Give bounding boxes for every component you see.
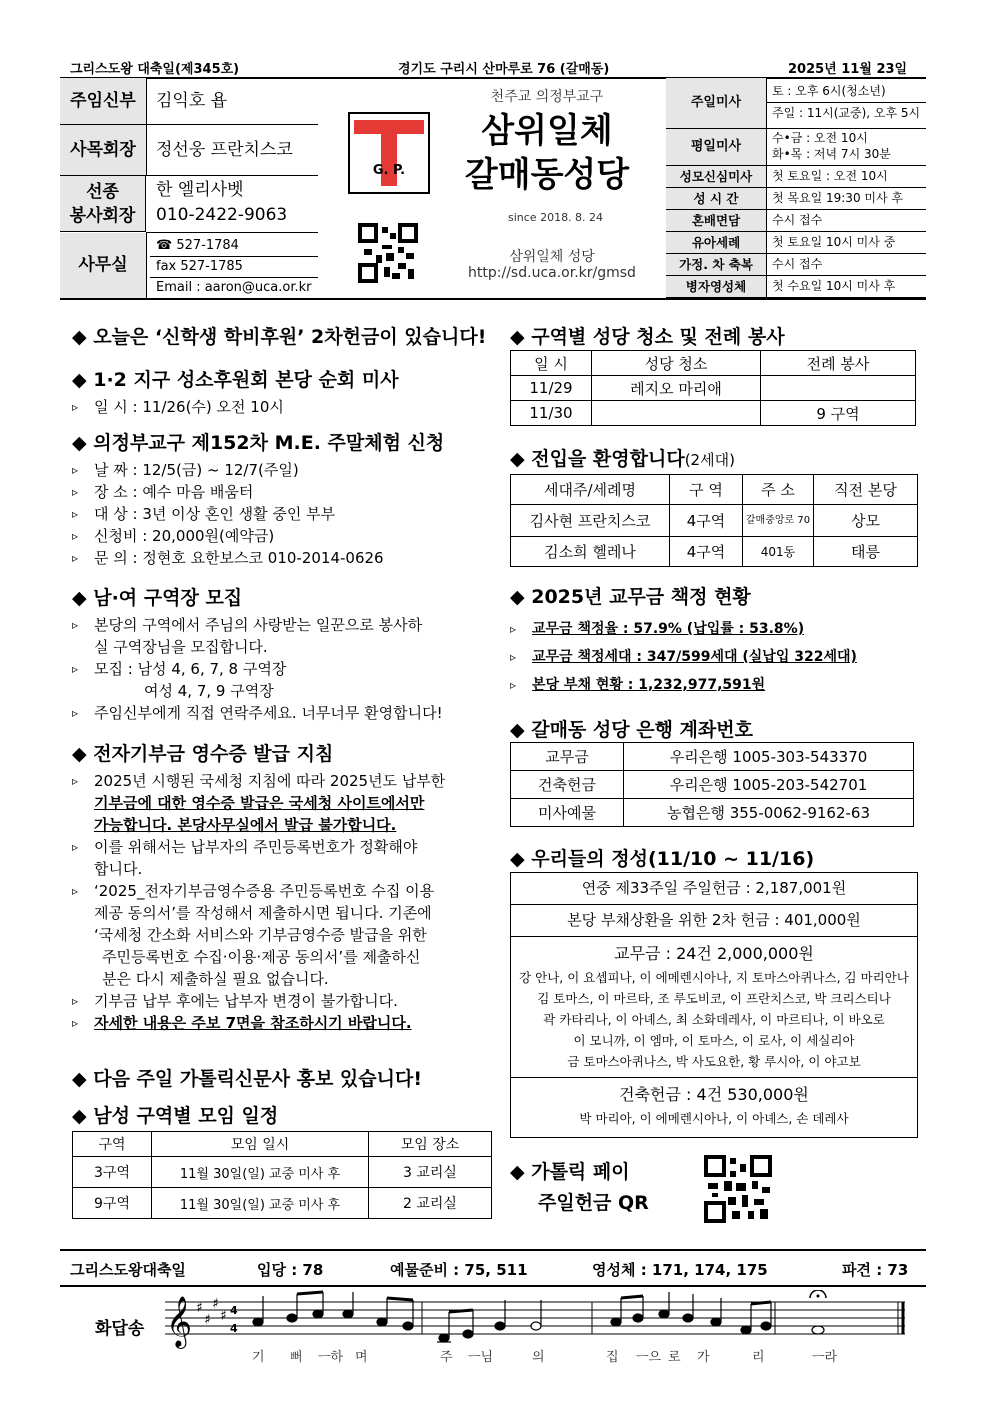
meeting-table — [72, 1131, 492, 1219]
council-label: 사목회장 — [60, 125, 147, 176]
office-label: 사무실 — [60, 233, 147, 298]
ereceipt-line-3: 가능합니다. 본당사무실에서 발급 불가합니다. — [94, 816, 397, 834]
newcomer-table — [510, 474, 918, 567]
mass-row-value: 수시 접수 — [772, 213, 823, 227]
funeral-label — [60, 176, 146, 232]
lyric-syllable: ㅡ으 — [636, 1350, 662, 1365]
svg-text:♯: ♯ — [204, 1312, 211, 1328]
table-row — [511, 799, 914, 827]
notice-vocation-mass — [72, 365, 399, 418]
list-item — [72, 880, 445, 990]
table-row — [511, 376, 916, 401]
ereceipt-line-1: 2025년 시행된 국세청 지침에 따라 2025년도 납부한 — [94, 772, 446, 790]
list-item — [72, 658, 443, 702]
psalm-label: 화답송 — [95, 1319, 145, 1339]
lyric-syllable: 뻐 — [290, 1350, 303, 1365]
mass-row-label: 유아세례 — [666, 232, 767, 254]
notice-dues-title: ◆ 2025년 교무금 책정 현황 — [510, 586, 751, 608]
list-item: ▹ 기부금 납부 후에는 납부자 변경이 불가합니다. — [72, 990, 445, 1012]
communion-hymn: 영성체 : 171, 174, 175 — [592, 1261, 768, 1279]
sunday-mass-sun: 주일 : 11시(교중), 오후 5시 — [772, 106, 921, 120]
notice-me-title: ◆ 의정부교구 제152차 M.E. 주말체험 신청 — [72, 432, 445, 454]
lyric-syllable: 주 — [440, 1350, 453, 1365]
table-row — [511, 537, 918, 567]
ereceipt-line-9: 주민등록번호 수집·이용·제공 동의서’를 제출하신 — [102, 948, 421, 966]
weekday-mass-wf: 수•금 : 오전 10시 — [772, 131, 868, 145]
mass-row-label: 성모신심미사 — [666, 166, 767, 188]
mass-row-value: 첫 토요일 : 오전 10시 — [772, 169, 888, 183]
lyric-syllable: 의 — [532, 1350, 545, 1365]
notice-leader-title: ◆ 남·여 구역장 모집 — [72, 587, 243, 609]
header-strip — [60, 55, 926, 79]
funeral-label-1: 선종 — [86, 182, 119, 202]
table-row — [511, 505, 918, 537]
ereceipt-line-5: 합니다. — [94, 860, 143, 878]
table-header: 직전 본당 — [814, 475, 918, 505]
staff-block — [60, 78, 318, 300]
table-header: 모임 장소 — [369, 1132, 492, 1157]
sunday-offering: 연중 제33주일 주일헌금 : 2,187,001원 — [511, 873, 917, 905]
leader-line-2: 실 구역장님을 모집합니다. — [94, 638, 268, 656]
leader-women: 여성 4, 7, 9 구역장 — [144, 682, 274, 700]
table-row — [511, 475, 918, 505]
dues-rate: 교무금 책정율 : 57.9% (납입률 : 53.8%) — [532, 621, 805, 637]
lyric-syllable: ㅡ하 — [318, 1350, 344, 1365]
entrance-hymn: 입당 : 78 — [257, 1261, 324, 1279]
notice-dues — [510, 582, 857, 699]
church-name-1: 삼위일체 — [481, 111, 613, 151]
donor-line: 강 안나, 이 요셉피나, 이 에메렌시아나, 지 토마스아퀴나스, 김 마리안나 — [519, 970, 909, 985]
welcome-count: (2세대) — [684, 451, 735, 469]
table-cell: 건축헌금 — [511, 771, 624, 799]
leader-men: 모집 : 남성 4, 6, 7, 8 구역장 — [94, 660, 287, 678]
table-header: 전례 봉사 — [761, 351, 916, 376]
feast-issue: 그리스도왕 대축일(제345호) — [70, 62, 240, 77]
lyric-syllable: ㅡ님 — [468, 1350, 494, 1365]
hymn-numbers — [60, 1249, 926, 1287]
funeral-label-2: 봉사회장 — [69, 206, 136, 226]
lyric-syllable: 기 — [252, 1350, 265, 1365]
dues-households: 교무금 책정세대 : 347/599세대 (실납입 322세대) — [532, 649, 857, 665]
table-header: 성당 청소 — [592, 351, 761, 376]
list-item: ▹ 대 상 : 3년 이상 혼인 생활 중인 부부 — [72, 503, 444, 525]
since-date: since 2018. 8. 24 — [508, 211, 604, 224]
bulletin-date: 2025년 11월 23일 — [788, 62, 908, 77]
notice-me — [72, 428, 444, 569]
table-cell: 농협은행 355-0062-9162-63 — [624, 799, 914, 827]
notice-bank — [510, 715, 753, 742]
dues-total: 교무금 : 24건 2,000,000원 — [614, 944, 814, 963]
ereceipt-line-4: 이를 위해서는 납부자의 주민등록번호가 정확해야 — [94, 838, 418, 856]
table-row — [73, 1188, 492, 1219]
notice-meeting-title: ◆ 남성 구역별 모임 일정 — [72, 1105, 279, 1127]
svg-text:♯: ♯ — [196, 1300, 203, 1316]
weekday-mass-label: 평일미사 — [666, 129, 767, 166]
notice-newspaper — [72, 1064, 422, 1091]
funeral-phone: 010-2422-9063 — [156, 205, 288, 225]
mass-row-label: 혼배면담 — [666, 210, 767, 232]
parish-logo — [348, 112, 430, 194]
office-fax: fax 527-1785 — [156, 259, 243, 274]
lyric-syllable: 며 — [355, 1350, 368, 1365]
table-cell: 401동 — [743, 537, 814, 567]
list-item: ▹ 일 시 : 11/26(수) 오전 10시 — [72, 396, 399, 418]
lyric-syllable: ㅡ라 — [812, 1350, 838, 1365]
table-cell — [592, 401, 761, 426]
table-cell: 4구역 — [670, 505, 743, 537]
second-collection: 본당 부채상환을 위한 2차 헌금 : 401,000원 — [511, 905, 917, 937]
table-cell: 김사현 프란치스코 — [511, 505, 670, 537]
list-item — [72, 836, 445, 880]
building-fund — [511, 1078, 917, 1130]
sunday-mass-sat: 토 : 오후 6시(청소년) — [772, 84, 886, 98]
donor-line: 이 모니까, 이 엠마, 이 토마스, 이 로사, 이 세실리아 — [573, 1033, 855, 1048]
table-header: 구역 — [73, 1132, 152, 1157]
mass-row-value: 첫 목요일 19:30 미사 후 — [772, 191, 903, 205]
weekday-mass-times — [772, 130, 891, 162]
list-item — [72, 770, 445, 836]
sunday-mass-label: 주일미사 — [666, 78, 767, 129]
site-name: 삼위일체 성당 — [509, 249, 595, 265]
mass-row-value: 첫 토요일 10시 미사 중 — [772, 235, 896, 249]
table-cell: 3 교리실 — [369, 1157, 492, 1188]
notice-cleaning — [510, 322, 785, 349]
council-president: 정선웅 프란치스코 — [156, 140, 293, 160]
cleaning-table — [510, 350, 916, 426]
welcome-title-text: ◆ 전입을 환영합니다 — [510, 448, 685, 470]
mass-row-label: 병자영성체 — [666, 276, 767, 298]
church-address: 경기도 구리시 산마루로 76 (갈매동) — [398, 62, 610, 77]
notice-offering-title: ◆ 우리들의 정성(11/10 ~ 11/16) — [510, 848, 815, 870]
table-header: 모임 일시 — [152, 1132, 369, 1157]
table-cell: 9 구역 — [761, 401, 916, 426]
svg-text:♯: ♯ — [212, 1296, 219, 1312]
ereceipt-line-6: ‘2025_전자기부금영수증용 주민등록번호 수집 이용 — [94, 882, 435, 900]
list-item: ▹ 주임신부에게 직접 연락주세요. 너무너무 환영합니다! — [72, 702, 443, 724]
notice-bank-title: ◆ 갈매동 성당 은행 계좌번호 — [510, 719, 753, 741]
table-row — [511, 351, 916, 376]
office-email[interactable]: Email : aaron@uca.or.kr — [156, 280, 312, 295]
table-row — [511, 771, 914, 799]
lyric-syllable: 리 — [752, 1350, 765, 1365]
table-row — [73, 1132, 492, 1157]
donor-line: 곽 카타리나, 이 아녜스, 최 소화데레사, 이 마르티나, 이 바오로 — [543, 1012, 885, 1027]
office-contacts — [156, 235, 312, 298]
pastor-name: 김익호 욥 — [156, 91, 228, 111]
mass-schedule — [666, 78, 926, 300]
ereceipt-line-10: 분은 다시 제출하실 필요 없습니다. — [102, 970, 329, 988]
list-item — [72, 614, 443, 658]
notice-district-leader — [72, 583, 443, 724]
mass-row-label: 가정. 차 축복 — [666, 254, 767, 276]
table-cell: 교무금 — [511, 743, 624, 771]
list-item — [510, 615, 857, 643]
list-item: ▹ 날 짜 : 12/5(금) ~ 12/7(주일) — [72, 459, 444, 481]
site-url[interactable]: http://sd.uca.or.kr/gmsd — [468, 265, 636, 281]
list-item: ▹ 신청비 : 20,000원(예약금) — [72, 525, 444, 547]
dismissal-hymn: 파견 : 73 — [842, 1261, 909, 1279]
table-cell: 11/29 — [511, 376, 592, 401]
parish-debt: 본당 부채 현황 : 1,232,977,591원 — [532, 677, 766, 693]
notice-welcome-title — [510, 444, 735, 471]
svg-text:4: 4 — [230, 1322, 238, 1335]
table-row — [511, 743, 914, 771]
ereceipt-line-8: ‘국세청 간소화 서비스와 기부금영수증 발급을 위한 — [94, 926, 427, 944]
list-item — [510, 671, 857, 699]
donor-line: 금 토마스아퀴나스, 박 사도요한, 황 루시아, 이 야고보 — [567, 1054, 861, 1069]
notice-cleaning-title: ◆ 구역별 성당 청소 및 전례 봉사 — [510, 326, 785, 348]
funeral-president: 한 엘리사벳 — [156, 180, 244, 200]
leader-line-1: 본당의 구역에서 주님의 사랑받는 일꾼으로 봉사하 — [94, 616, 423, 634]
table-header: 세대주/세례명 — [511, 475, 670, 505]
ereceipt-line-7: 제공 동의서’를 작성해서 제출하시면 됩니다. 기존에 — [94, 904, 432, 922]
mass-row-value: 첫 수요일 10시 미사 후 — [772, 279, 896, 293]
dues-list — [511, 937, 917, 1078]
notice-newspaper-title: ◆ 다음 주일 가톨릭신문사 홍보 있습니다! — [72, 1068, 423, 1090]
notice-tuition — [72, 322, 486, 349]
table-cell: 3구역 — [73, 1157, 152, 1188]
offering-box — [510, 872, 918, 1138]
table-cell: 9구역 — [73, 1188, 152, 1219]
table-cell: 우리은행 1005-303-543370 — [624, 743, 914, 771]
homepage-qr-icon[interactable] — [358, 223, 418, 283]
notice-ereceipt — [72, 739, 445, 1034]
bank-table — [510, 742, 914, 827]
footer-feast: 그리스도왕대축일 — [70, 1261, 186, 1279]
list-item: ▹ 장 소 : 예수 마음 배움터 — [72, 481, 444, 503]
donor-line: 박 마리아, 이 에메렌시아나, 이 아녜스, 손 데레사 — [579, 1111, 849, 1126]
pastor-label: 주임신부 — [60, 78, 147, 125]
lyric-syllable: 가 — [697, 1350, 710, 1365]
ereceipt-line-11: 자세한 내용은 주보 7면을 참조하시기 바랍니다. — [94, 1014, 412, 1032]
catholic-pay — [510, 1157, 649, 1215]
diocese: 천주교 의정부교구 — [490, 89, 604, 105]
notice-tuition-title: ◆ 오늘은 ‘신학생 학비후원’ 2차헌금이 있습니다! — [72, 326, 487, 348]
psalm-lyrics — [0, 1346, 992, 1366]
table-cell: 갈매중앙로 70 — [743, 505, 814, 537]
logo-letters: G. P. — [372, 163, 406, 178]
svg-text:4: 4 — [230, 1304, 238, 1317]
table-cell: 태릉 — [814, 537, 918, 567]
svg-text:♯: ♯ — [220, 1308, 227, 1324]
notice-ereceipt-title: ◆ 전자기부금 영수증 발급 지침 — [72, 743, 334, 765]
list-item — [72, 1012, 445, 1034]
table-cell: 상모 — [814, 505, 918, 537]
notice-offering — [510, 844, 814, 871]
table-cell: 4구역 — [670, 537, 743, 567]
svg-text:𝄞: 𝄞 — [166, 1296, 193, 1347]
list-item: ▹ 문 의 : 정현호 요한보스코 010-2014-0626 — [72, 547, 444, 569]
table-cell: 11/30 — [511, 401, 592, 426]
table-row — [73, 1157, 492, 1188]
table-cell — [761, 376, 916, 401]
psalm-staff — [160, 1290, 910, 1350]
notice-men-meeting — [72, 1101, 278, 1128]
table-header: 구 역 — [670, 475, 743, 505]
table-cell: 우리은행 1005-203-542701 — [624, 771, 914, 799]
lyric-syllable: 로 — [668, 1350, 681, 1365]
lyric-syllable: 집 — [606, 1350, 619, 1365]
offertory-hymn: 예물준비 : 75, 511 — [390, 1261, 528, 1279]
notice-vocation-title: ◆ 1·2 지구 성소후원회 본당 순회 미사 — [72, 369, 399, 391]
table-cell: 11월 30일(일) 교중 미사 후 — [152, 1188, 369, 1219]
table-cell: 2 교리실 — [369, 1188, 492, 1219]
mass-row-label: 성 시 간 — [666, 188, 767, 210]
office-tel: ☎ 527-1784 — [156, 238, 239, 253]
table-header: 주 소 — [743, 475, 814, 505]
table-cell: 김소희 헬레나 — [511, 537, 670, 567]
catholic-pay-qr-icon[interactable] — [704, 1155, 772, 1223]
funeral-contact — [156, 178, 287, 228]
table-cell: 11월 30일(일) 교중 미사 후 — [152, 1157, 369, 1188]
building-total: 건축헌금 : 4건 530,000원 — [619, 1085, 809, 1104]
table-header: 일 시 — [511, 351, 592, 376]
ereceipt-line-2: 기부금에 대한 영수증 발급은 국세청 사이트에서만 — [94, 794, 425, 812]
church-name-2: 갈매동성당 — [464, 155, 630, 195]
table-cell: 미사예물 — [511, 799, 624, 827]
notice-welcome — [510, 444, 735, 471]
donor-line: 김 토마스, 이 마르타, 조 루도비코, 이 프란치스코, 박 크리스티나 — [537, 991, 891, 1006]
table-cell: 레지오 마리애 — [592, 376, 761, 401]
table-row — [511, 401, 916, 426]
list-item — [510, 643, 857, 671]
catholic-pay-title: ◆ 가톨릭 페이 — [510, 1161, 630, 1183]
church-title-block — [318, 78, 666, 300]
weekday-mass-tt: 화•목 : 저녁 7시 30분 — [772, 147, 891, 161]
catholic-pay-subtitle: 주일헌금 QR — [538, 1192, 649, 1214]
mass-row-value: 수시 접수 — [772, 257, 823, 271]
